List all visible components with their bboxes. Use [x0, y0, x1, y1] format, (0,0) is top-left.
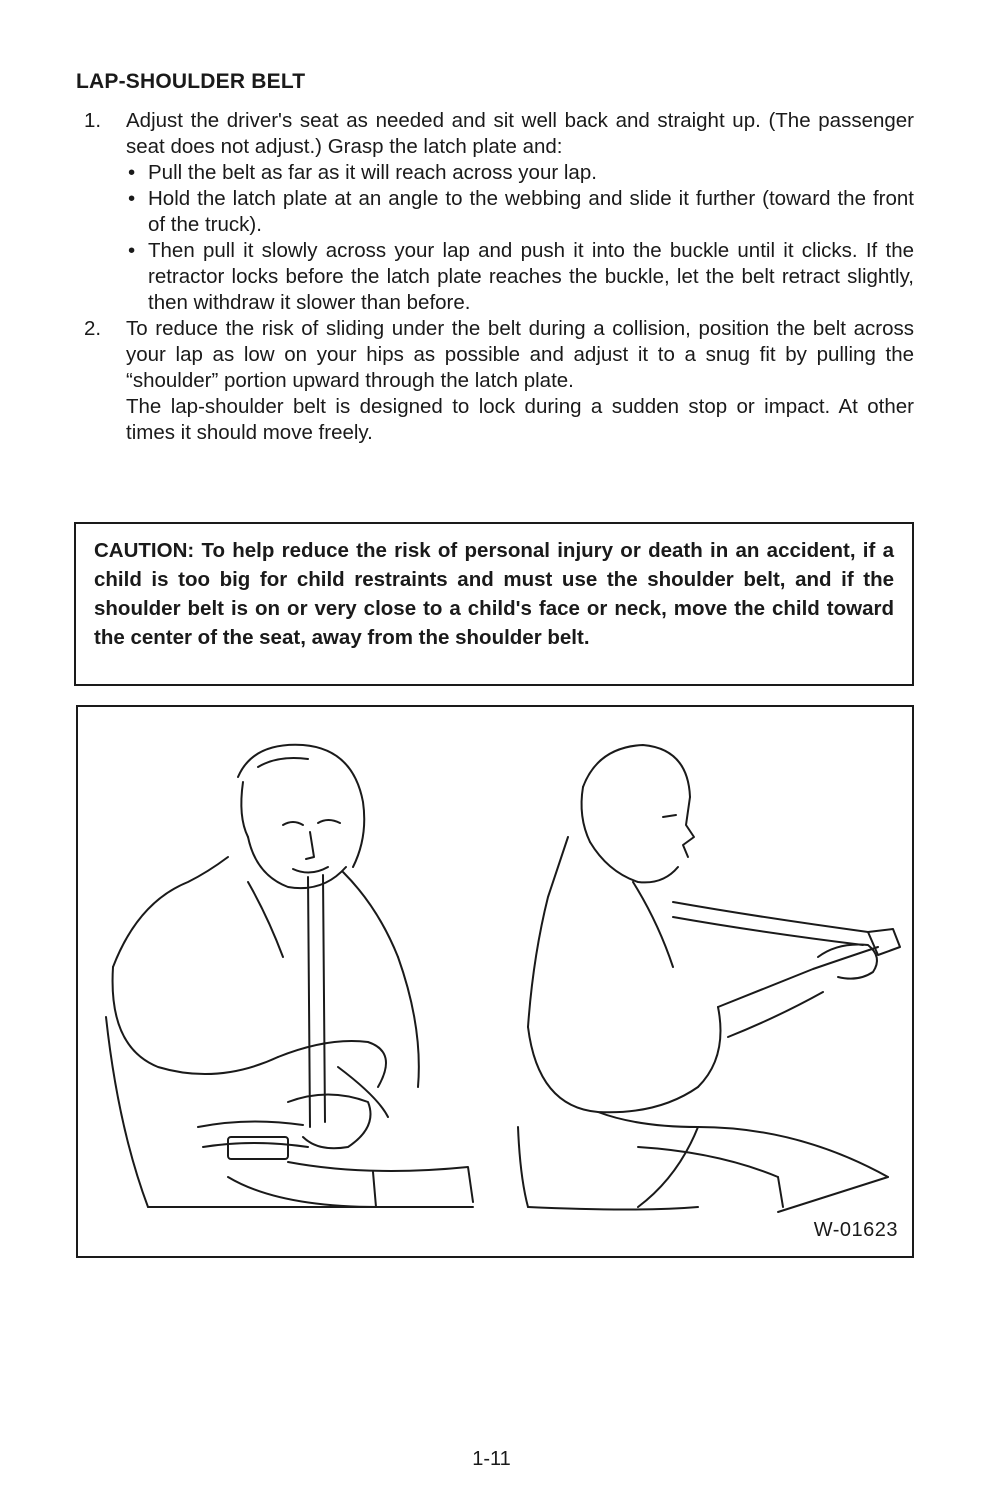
step-1: [76, 108, 914, 316]
bullet-text: Then pull it slowly across your lap and push it into the buckle until it clicks. If the retractor locks before the latch plate reaches the buckle, let the belt retract slightly, then withdraw it slower than before.: [148, 239, 914, 314]
bullet-text: Pull the belt as far as it will reach across your lap.: [148, 161, 597, 184]
illustration-frame: [76, 705, 914, 1258]
bullet-dot-icon: •: [128, 187, 136, 210]
step-number: 1.: [84, 109, 102, 132]
bullet-item: [126, 186, 914, 238]
bullet-dot-icon: •: [128, 239, 136, 262]
passenger-figure: [518, 745, 900, 1212]
caution-box: CAUTION: To help reduce the risk of personal injury or death in an accident, if a child is too big for child restraints and must use the shoulder belt, and if the shoulder belt is on or very close to a child's face or neck, move the child toward the center of the seat, away from the shoulder belt.: [74, 522, 914, 686]
step-text-continued: The lap-shoulder belt is designed to lock during a sudden stop or impact. At other times it should move freely.: [126, 395, 914, 444]
driver-figure: [106, 745, 473, 1207]
page-number: 1-11: [472, 1448, 511, 1470]
figure-code: W-01623: [813, 1219, 898, 1241]
step-number: 2.: [84, 317, 102, 340]
bullet-dot-icon: •: [128, 161, 136, 184]
bullet-text: Hold the latch plate at an angle to the webbing and slide it further (toward the front of the truck).: [148, 187, 914, 236]
step-text: Adjust the driver's seat as needed and sit well back and straight up. (The passenger seat does not adjust.) Grasp the latch plate and:: [126, 109, 914, 158]
section-heading: LAP-SHOULDER BELT: [76, 70, 306, 93]
instruction-list: [76, 108, 914, 446]
seat-belt-illustration: [78, 707, 912, 1256]
bullet-item: [126, 238, 914, 316]
bullet-item: [126, 160, 914, 186]
step-text: To reduce the risk of sliding under the belt during a collision, position the belt across your lap as low on your hips as possible and adjust it to a snug fit by pulling the “shoulder” portion upward through the latch plate.: [126, 317, 914, 392]
bullet-list: [126, 160, 914, 316]
step-2: [76, 316, 914, 446]
